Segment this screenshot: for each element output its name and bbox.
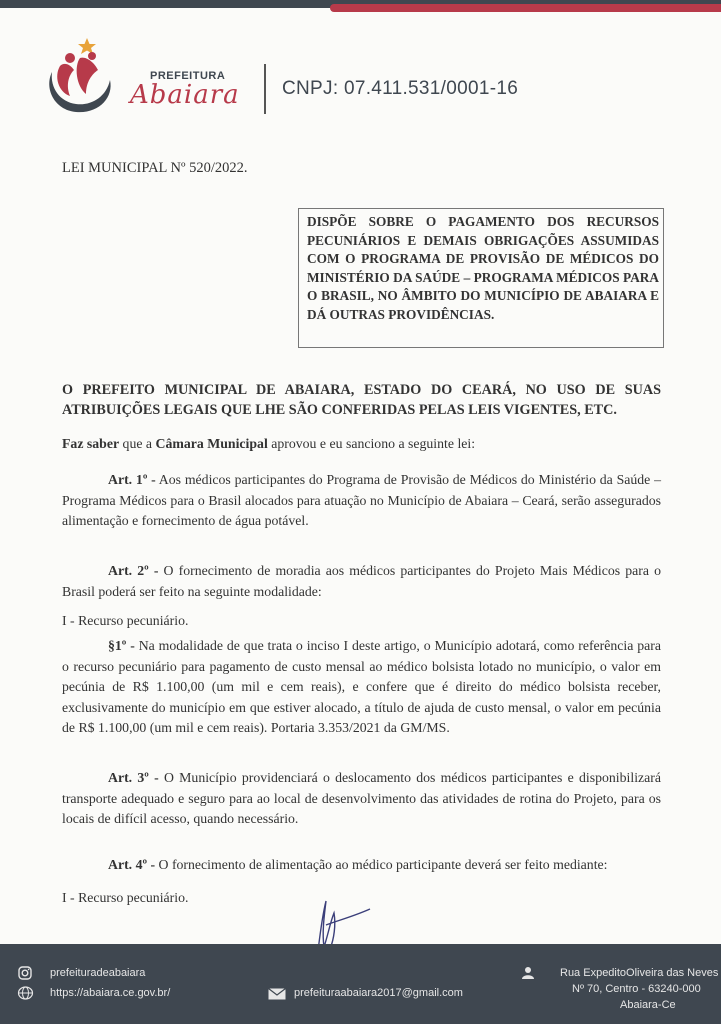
globe-icon: [17, 986, 34, 1000]
prefeitura-logo-icon: [40, 36, 120, 118]
footer-address-line1: Rua ExpeditoOliveira das Neves: [560, 967, 719, 979]
preamble: O PREFEITO MUNICIPAL DE ABAIARA, ESTADO DO CEARÁ, NO USO DE SUAS ATRIBUIÇÕES LEGAIS QUE LHE SÃO CONFERIDAS PELAS LEIS VIGENTES, ETC.: [62, 382, 661, 418]
instagram-icon: [18, 966, 32, 980]
article-1: [62, 470, 661, 532]
article-3: [62, 768, 661, 830]
footer-email[interactable]: prefeituraabaiara2017@gmail.com: [294, 987, 463, 999]
faz-saber-text1: que a: [119, 436, 156, 451]
footer-website[interactable]: https://abaiara.ce.gov.br/: [50, 987, 171, 999]
faz-saber-text2: aprovou e eu sanciono a seguinte lei:: [267, 436, 476, 451]
faz-saber-paragraph: [62, 434, 661, 455]
paragraph-1-label: §1º -: [108, 638, 135, 653]
brand-prefeitura: PREFEITURA: [150, 70, 226, 82]
location-person-icon: [521, 966, 535, 980]
article-1-label: Art. 1º -: [108, 472, 156, 487]
inciso-i-first: I - Recurso pecuniário.: [62, 613, 189, 628]
footer-address-line2: Nº 70, Centro - 63240-000: [572, 983, 701, 995]
article-1-text: Aos médicos participantes do Programa de Provisão de Médicos do Ministério da Saúde – Programa Médicos para o Brasil alocados para atuação no Município de Abaiara – Ceará, serão assegurados alimentação e fornecimento de água potável.: [62, 472, 661, 528]
cnpj-text: CNPJ: 07.411.531/0001-16: [282, 78, 519, 99]
footer-instagram[interactable]: prefeituradeabaiara: [50, 967, 146, 979]
paragraph-1: [62, 636, 661, 739]
article-2: [62, 561, 661, 602]
paragraph-1-text: Na modalidade de que trata o inciso I deste artigo, o Município adotará, como referência para o recurso pecuniário para pagamento de custo mensal ao médico bolsista lotado no município, o valor em pecúnia de R$ 1.100,00 (um mil e cem reais), e confere que é direito do médico bolsista receber, exclusivamente do município em que estiver alocado, a título de ajuda de custo mensal, o valor em pecúnia de R$ 1.100,00 (um mil e cem reais). Portaria 3.353/2021 da GM/MS.: [62, 638, 661, 735]
faz-saber-bold: Faz saber: [62, 436, 120, 451]
inciso-i-second: I - Recurso pecuniário.: [62, 890, 189, 905]
article-4-text: O fornecimento de alimentação ao médico participante deverá ser feito mediante:: [155, 857, 608, 872]
top-border: [0, 0, 721, 14]
ementa-box: [298, 208, 664, 348]
article-4: [62, 855, 661, 876]
article-2-text: O fornecimento de moradia aos médicos participantes do Projeto Mais Médicos para o Brasil poderá ser feito na seguinte modalidade:: [62, 563, 661, 599]
law-title: LEI MUNICIPAL Nº 520/2022.: [62, 160, 248, 176]
header-divider: [264, 64, 266, 114]
top-border-accent: [330, 4, 721, 12]
article-3-text: O Município providenciará o deslocamento dos médicos participantes e disponibilizará transporte adequado e seguro para ao local de desenvolvimento das atividades de rotina do Projeto, para os locais de difícil acesso, quando necessário.: [62, 770, 661, 826]
ementa-text: DISPÕE SOBRE O PAGAMENTO DOS RECURSOS PECUNIÁRIOS E DEMAIS OBRIGAÇÕES ASSUMIDAS COM O PROGRAMA DE PROVISÃO DE MÉDICOS DO MINISTÉRIO DA SAÚDE – PROGRAMA MÉDICOS PARA O BRASIL, NO ÂMBITO DO MUNICÍPIO DE ABAIARA E DÁ OUTRAS PROVIDÊNCIAS.: [307, 214, 659, 322]
camara-bold: Câmara Municipal: [155, 436, 268, 451]
article-3-label: Art. 3º -: [108, 770, 159, 785]
brand-abaiara: Abaiara: [130, 80, 240, 110]
footer-address-line3: Abaiara-Ce: [620, 999, 676, 1011]
article-2-label: Art. 2º -: [108, 563, 159, 578]
article-4-label: Art. 4º -: [108, 857, 156, 872]
email-icon: [268, 988, 286, 1000]
